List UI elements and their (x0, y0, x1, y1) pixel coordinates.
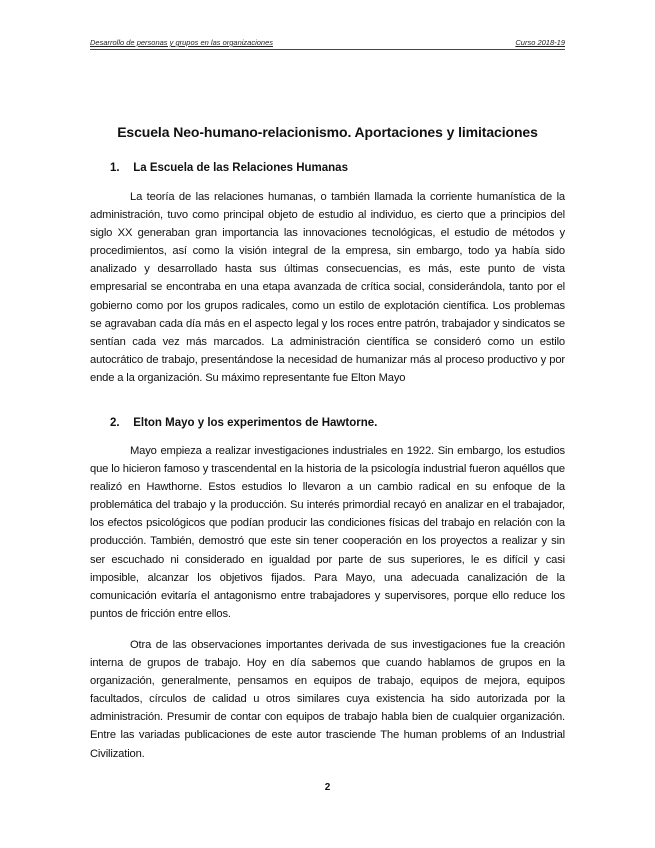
page-number: 2 (324, 782, 331, 793)
paragraph: Otra de las observaciones importantes derivada de sus investigaciones fue la creación interna de grupos de trabajo. Hoy en día sabemos que cuando hablamos de grupos en la organización, generalmente, pensamos en equipos de trabajo, equipos de mejora, equipos facultados, círculos de calidad u otros similares cuya existencia ha sido autorizada por la administración. Presumir de contar con equipos de trabajo habla bien de cualquier organización. Entre las variadas publicaciones de este autor trasciende The human problems of an Industrial Civilization. (90, 639, 565, 760)
paragraph: La teoría de las relaciones humanas, o también llamada la corriente humanística de la administración, tuvo como principal objeto de estudio al individuo, es cierto que a principios del siglo XX generaban gran importancia las innovaciones tecnológicas, el estudio de métodos y procedimientos, así como la visión integral de la empresa, sin embargo, todo ya había sido analizado y desarrollado hasta sus últimas consecuencias, es más, este punto de vista empresarial se encontraba en una etapa avanzada de crítica social, considerándola, tanto por el gobierno como por los grupos radicales, como un estilo de explotación científica. Los problemas se agravaban cada día más en el aspecto legal y los roces entre patrón, trabajador y sindicatos se sentían cada vez más marcados. La administración científica se consideró como un estilo autocrático de trabajo, presentándose la necesidad de humanizar más al proceso productivo y por ende a la organización. Su máximo representante fue Elton Mayo (90, 191, 565, 384)
section-heading-text: Elton Mayo y los experimentos de Hawtorne. (133, 417, 378, 429)
section-number: 1. (110, 162, 120, 174)
paragraph: Mayo empieza a realizar investigaciones industriales en 1922. Sin embargo, los estudios que lo hicieron famoso y trascendental en la historia de la psicología industrial fueron aquéllos que realizó en Hawthorne. Estos estudios lo llevaron a un cambio radical en su enfoque de la problemática del trabajo y la producción. Su interés primordial recayó en analizar en el trabajador, los efectos psicológicos que podían producir las condiciones físicas del trabajo en relación con la producción. También, demostró que este sin tener cooperación en los proyectos a realizar y sin ser escuchado ni considerado en igualdad por parte de sus superiores, le es difícil y casi imposible, alcanzar los objetivos fijados. Para Mayo, una adecuada canalización de la comunicación evitaría el antagonismo entre trabajadores y supervisores, porque ello reduce los puntos de fricción entre ellos. (90, 445, 565, 620)
document-title: Escuela Neo-humano-relacionismo. Aportaciones y limitaciones (117, 124, 538, 140)
running-header (90, 38, 565, 50)
section-number: 2. (110, 417, 120, 429)
section-heading-1 (110, 162, 348, 174)
section-heading-text: La Escuela de las Relaciones Humanas (133, 162, 348, 174)
section-heading-2 (110, 417, 377, 429)
header-academic-year: Curso 2018-19 (515, 38, 565, 47)
header-course-title: Desarrollo de personas y grupos en las organizaciones (90, 38, 274, 47)
